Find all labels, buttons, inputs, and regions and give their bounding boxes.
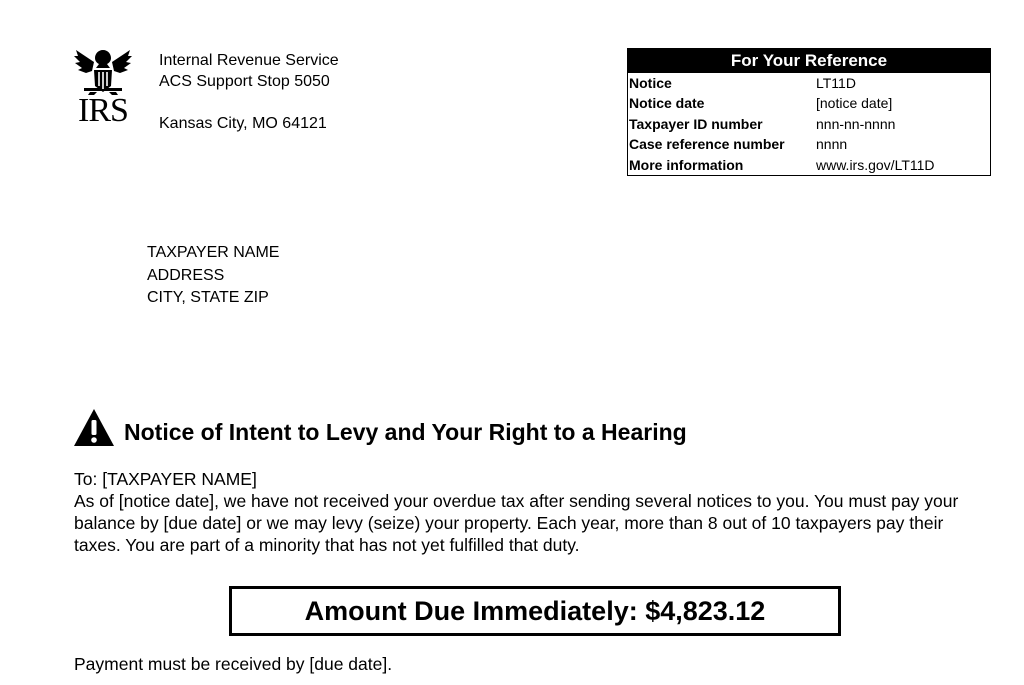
notice-headline (73, 408, 687, 448)
reference-row-more-info (628, 155, 990, 175)
irs-eagle-icon (72, 44, 134, 96)
irs-logo (72, 44, 134, 128)
reference-row-case-number (628, 134, 990, 154)
recipient-city-state-zip: CITY, STATE ZIP (147, 289, 269, 306)
logo-text: IRS (78, 92, 128, 129)
recipient-address (147, 242, 279, 310)
reference-title: For Your Reference (628, 49, 990, 73)
reference-label: Notice (629, 75, 672, 91)
payment-due-note: Payment must be received by [due date]. (74, 654, 393, 674)
recipient-name: TAXPAYER NAME (147, 244, 280, 261)
sender-line-1: Internal Revenue Service (159, 52, 339, 69)
reference-row-taxpayer-id (628, 114, 990, 134)
reference-row-notice-date (628, 93, 990, 113)
amount-due-box (229, 586, 841, 636)
reference-value: [notice date] (816, 95, 893, 112)
reference-value: www.irs.gov/LT11D (816, 156, 935, 173)
sender-line-3: Kansas City, MO 64121 (159, 115, 327, 132)
sender-line-2: ACS Support Stop 5050 (159, 73, 330, 90)
reference-label: Taxpayer ID number (629, 115, 763, 132)
reference-value: nnnn (816, 136, 848, 153)
reference-value: nnn-nn-nnnn (816, 115, 896, 132)
sender-address (159, 50, 339, 134)
reference-box (627, 48, 991, 176)
reference-label: Case reference number (629, 136, 785, 153)
notice-body (74, 468, 974, 556)
notice-paragraph: As of [notice date], we have not received your overdue tax after sending several notices to you. You must pay your balance by [due date] or we may levy (seize) your property. Each year, more than 8 out of 10 taxpayers pay their taxes. You are part of a minority that has not yet fulfilled that duty. (74, 491, 959, 555)
to-line: To: [TAXPAYER NAME] (74, 469, 257, 489)
reference-value: LT11D (816, 75, 856, 91)
reference-label: Notice date (629, 95, 705, 112)
amount-due: Amount Due Immediately: $4,823.12 (304, 595, 766, 626)
recipient-street: ADDRESS (147, 266, 225, 284)
warning-icon (73, 408, 115, 448)
notice-title: Notice of Intent to Levy and Your Right to a Hearing (124, 418, 687, 445)
reference-label: More information (629, 156, 744, 173)
reference-row-notice (628, 73, 990, 93)
